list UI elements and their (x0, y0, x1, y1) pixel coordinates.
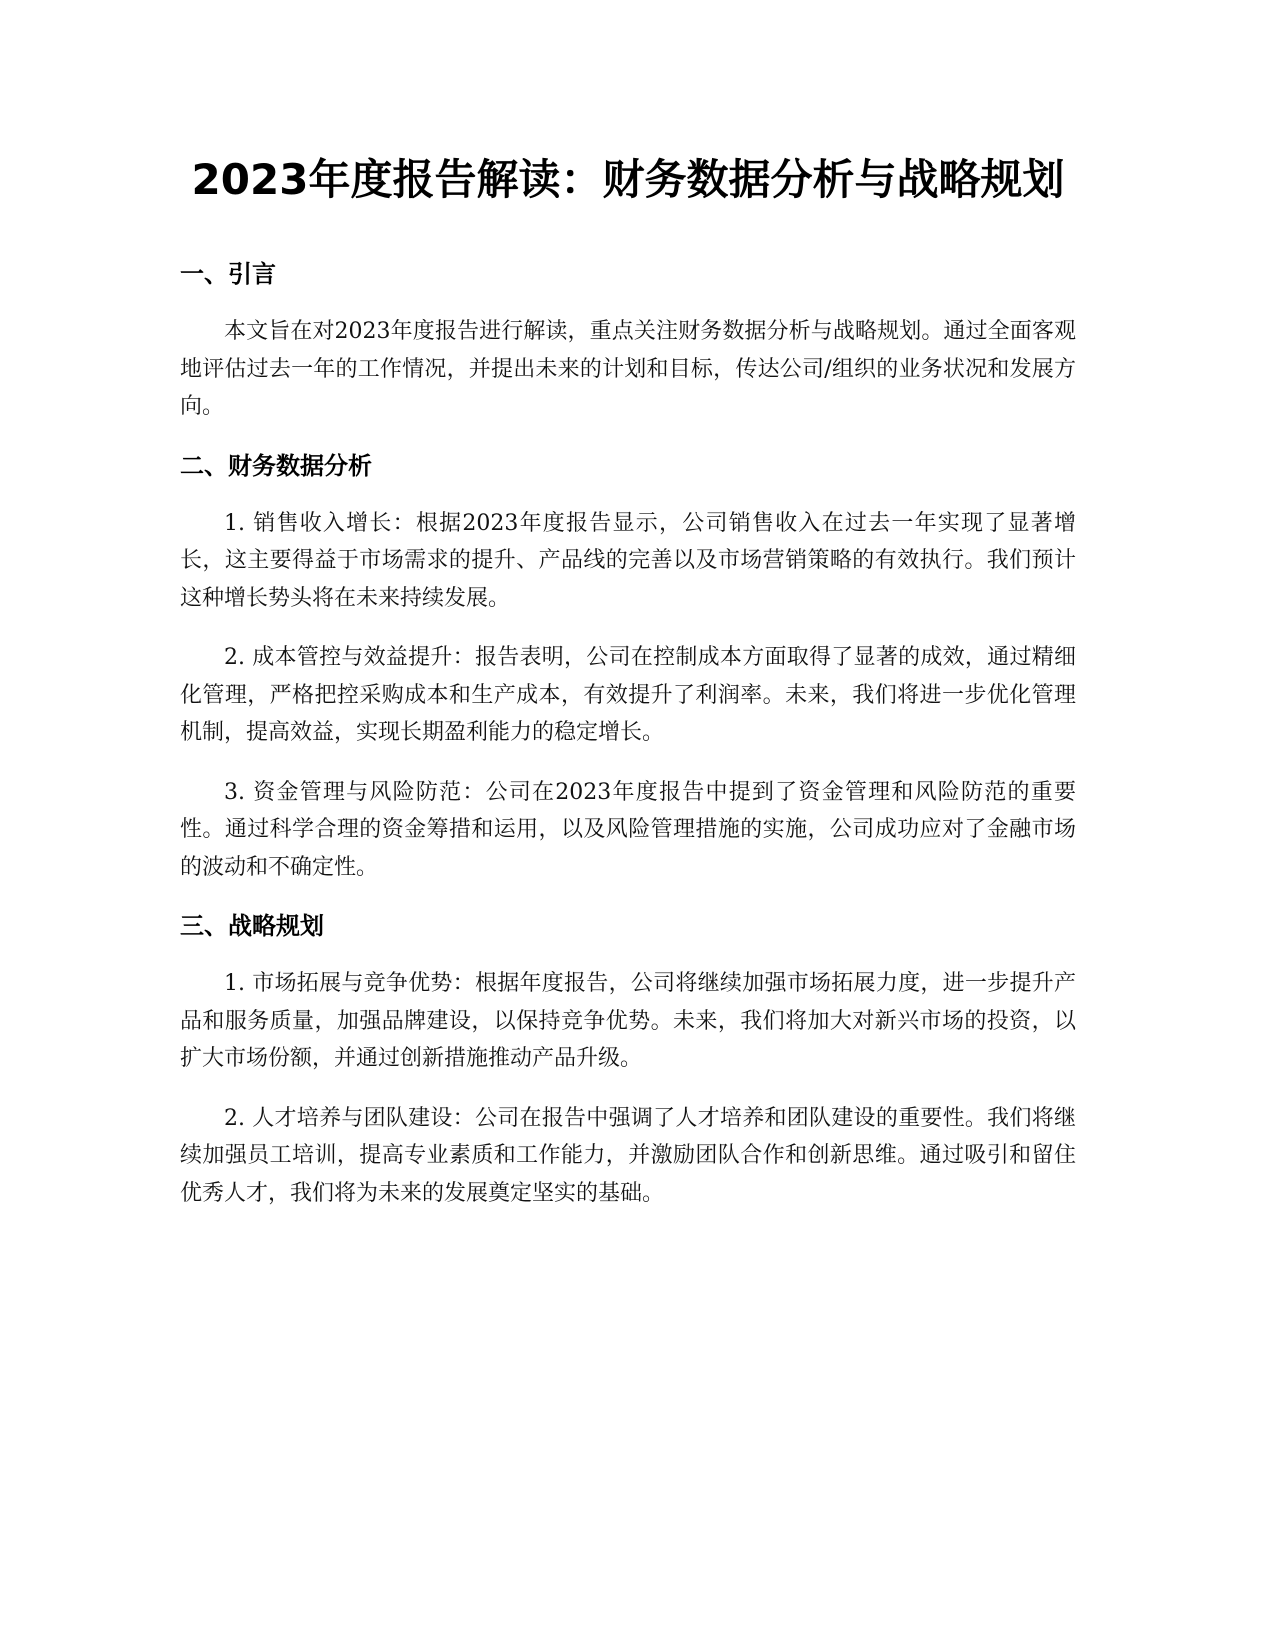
section-heading-financial-analysis: 二、财务数据分析 (180, 451, 372, 480)
document-page (180, 142, 1076, 1212)
financial-paragraph-sales-growth: 1. 销售收入增长：根据2023年度报告显示，公司销售收入在过去一年实现了显著增长，这主要得益于市场需求的提升、产品线的完善以及市场营销策略的有效执行。我们预计这种增长势头将在未来持续发展。 (180, 510, 1076, 611)
financial-paragraph-fund-management: 3. 资金管理与风险防范：公司在2023年度报告中提到了资金管理和风险防范的重要性。通过科学合理的资金筹措和运用，以及风险管理措施的实施，公司成功应对了金融市场的波动和不确定性。 (180, 779, 1076, 880)
intro-paragraph: 本文旨在对2023年度报告进行解读，重点关注财务数据分析与战略规划。通过全面客观地评估过去一年的工作情况，并提出未来的计划和目标，传达公司/组织的业务状况和发展方向。 (180, 319, 1076, 419)
section-heading-strategic-planning: 三、战略规划 (180, 912, 324, 940)
section-heading-introduction: 一、引言 (180, 260, 276, 288)
financial-paragraph-cost-control: 2. 成本管控与效益提升：报告表明，公司在控制成本方面取得了显著的成效，通过精细化管理，严格把控采购成本和生产成本，有效提升了利润率。未来，我们将进一步优化管理机制，提高效益，实现长期盈利能力的稳定增长。 (180, 645, 1076, 745)
document-title: 2023年度报告解读：财务数据分析与战略规划 (191, 155, 1065, 204)
strategy-paragraph-market-expansion: 1. 市场拓展与竞争优势：根据年度报告，公司将继续加强市场拓展力度，进一步提升产品和服务质量，加强品牌建设，以保持竞争优势。未来，我们将加大对新兴市场的投资，以扩大市场份额，并通过创新措施推动产品升级。 (180, 971, 1076, 1071)
strategy-paragraph-talent-team: 2. 人才培养与团队建设：公司在报告中强调了人才培养和团队建设的重要性。我们将继续加强员工培训，提高专业素质和工作能力，并激励团队合作和创新思维。通过吸引和留住优秀人才，我们将为未来的发展奠定坚实的基础。 (180, 1105, 1076, 1206)
